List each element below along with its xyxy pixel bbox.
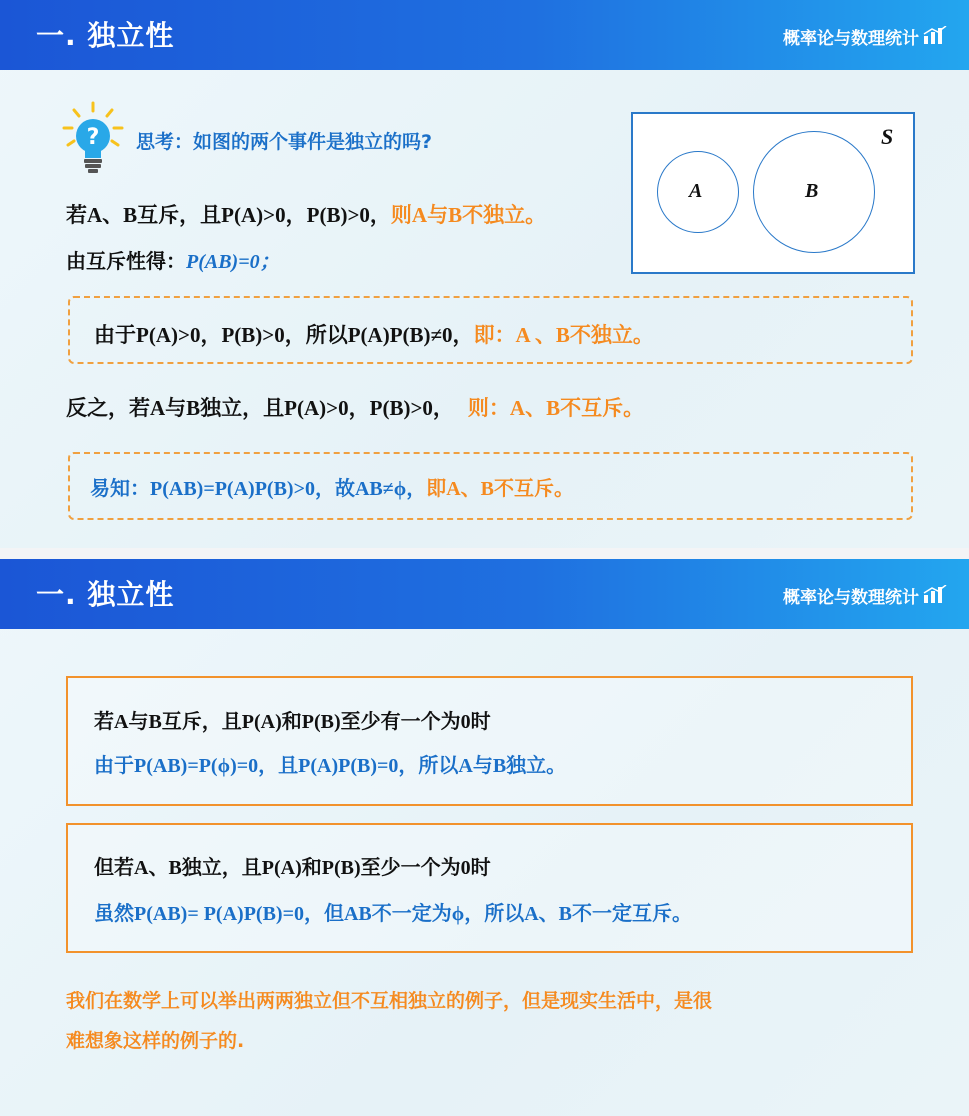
reasoning-1-premise: 由于P(A)>0，P(B)>0，所以P(A)P(B)≠0， bbox=[94, 323, 474, 347]
slide-2 bbox=[0, 559, 969, 1116]
bar-chart-icon bbox=[923, 585, 947, 603]
slide-separator bbox=[0, 548, 969, 559]
statement-3-premise: 反之，若A与B独立，且P(A)>0，P(B)>0， bbox=[66, 396, 454, 420]
think-question: 如图的两个事件是独立的吗? bbox=[193, 131, 433, 153]
reasoning-line-1 bbox=[94, 319, 654, 349]
reasoning-2-conclusion: 即A、B不互斥。 bbox=[426, 478, 575, 500]
case-2-line-2: 虽然P(AB)= P(A)P(B)=0，但AB不一定为ϕ，所以A、B不一定互斥。 bbox=[94, 903, 693, 925]
bar-chart-icon bbox=[923, 26, 947, 44]
reasoning-line-2 bbox=[90, 472, 574, 501]
case-1-line-2: 由于P(AB)=P(ϕ)=0，且P(A)P(B)=0，所以A与B独立。 bbox=[94, 755, 567, 777]
reasoning-1-conclusion: 即：A 、B不独立。 bbox=[473, 323, 654, 347]
case-box-1 bbox=[66, 676, 913, 806]
lightbulb-question-icon bbox=[60, 100, 126, 178]
think-prefix: 思考： bbox=[136, 131, 194, 153]
statement-2-formula: P(AB)=0； bbox=[186, 251, 280, 273]
course-brand: 概率论与数理统计 bbox=[783, 588, 919, 608]
header-bar bbox=[0, 0, 969, 70]
statement-line-2 bbox=[66, 245, 280, 274]
slide-1 bbox=[0, 0, 969, 548]
venn-diagram bbox=[631, 112, 915, 274]
statement-2-label: 由互斥性得： bbox=[66, 251, 186, 273]
header-bar bbox=[0, 559, 969, 629]
think-prompt bbox=[136, 127, 432, 154]
venn-label-a: A bbox=[689, 180, 703, 202]
section-title: 一. 独立性 bbox=[36, 19, 175, 52]
statement-1-conclusion: 则A与B不独立。 bbox=[390, 203, 547, 227]
course-brand: 概率论与数理统计 bbox=[783, 29, 919, 49]
venn-label-b: B bbox=[805, 180, 819, 202]
case-1-line-1: 若A与B互斥，且P(A)和P(B)至少有一个为0时 bbox=[94, 711, 491, 733]
svg-text:?: ? bbox=[86, 125, 100, 150]
section-title: 一. 独立性 bbox=[36, 578, 175, 611]
case-box-2 bbox=[66, 823, 913, 953]
statement-1-premise: 若A、B互斥，且P(A)>0，P(B)>0， bbox=[66, 203, 391, 227]
conclusion-line-2: 难想象这样的例子的. bbox=[66, 1030, 245, 1052]
statement-line-1 bbox=[66, 199, 546, 229]
conclusion-line-1: 我们在数学上可以举出两两独立但不互相独立的例子，但是现实生活中，是很 bbox=[66, 990, 713, 1012]
reasoning-2-premise: 易知：P(AB)=P(A)P(B)>0，故AB≠ϕ， bbox=[90, 478, 427, 500]
statement-3-conclusion: 则：A、B不互斥。 bbox=[467, 396, 645, 420]
case-2-line-1: 但若A、B独立，且P(A)和P(B)至少一个为0时 bbox=[94, 857, 491, 879]
venn-label-s: S bbox=[881, 124, 894, 149]
statement-line-3 bbox=[66, 392, 644, 422]
